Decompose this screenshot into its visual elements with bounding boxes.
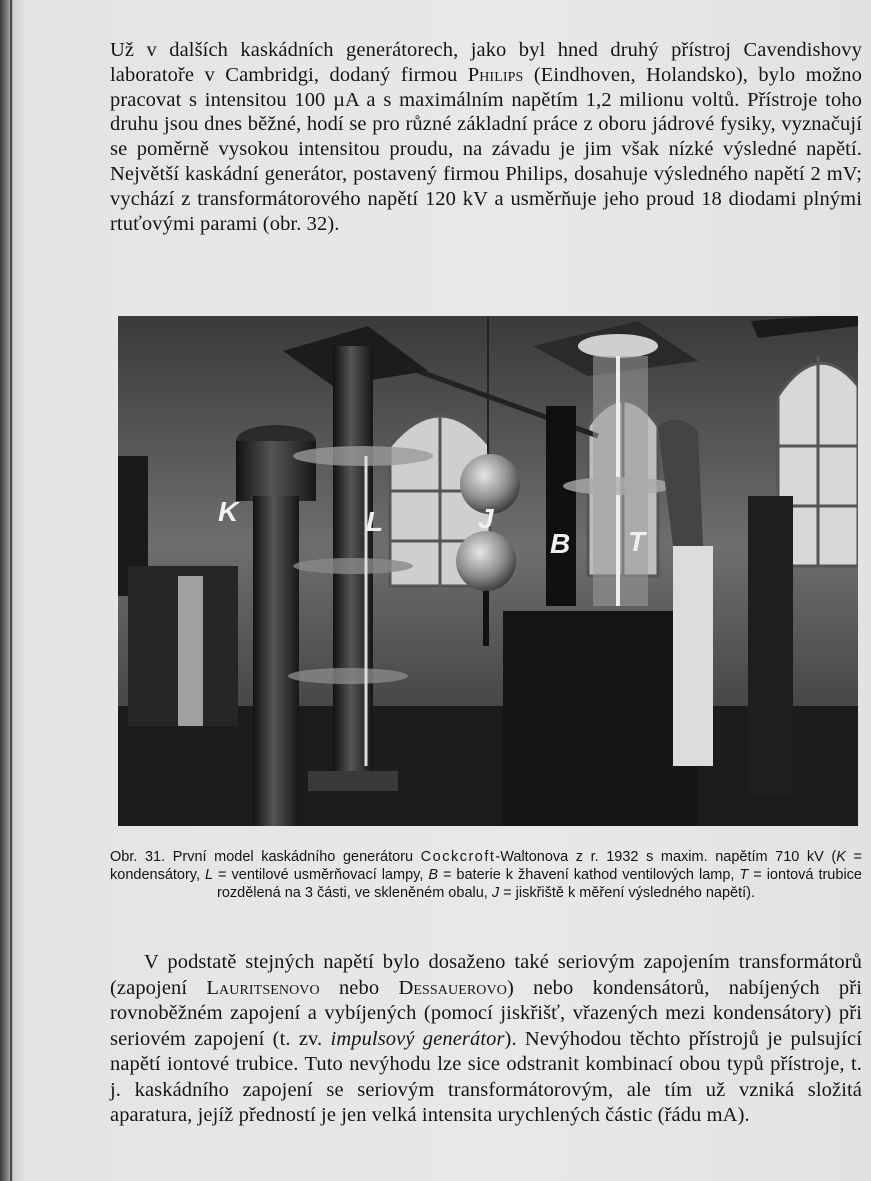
label-b: B bbox=[550, 528, 571, 559]
text-run: Už v dalších kaskádních generátorech, jako byl hned druhý přístroj Cavendishovy laboratoře v Cambridgi, dodaný firmou bbox=[110, 39, 862, 86]
text-run: ). Nevýhodou těchto přístrojů je pulsující napětí iontové trubice. Tuto nevýhodu lze sice odstranit kombinací obou typů přístroje, t. j. kaskádního zapojení se seriovým transformátorovým, ale tím už vzniká složitá aparatura, jejíž předností je jen velká intensita urychlených částic (řádu mA). bbox=[110, 1027, 862, 1126]
label-l: L bbox=[366, 506, 384, 537]
caption-symbol-k: K bbox=[836, 849, 846, 865]
caption-names: Cockcroft bbox=[420, 849, 496, 865]
name-philips: Philips bbox=[467, 63, 524, 86]
label-k: K bbox=[218, 496, 239, 527]
page-binding-edge bbox=[10, 0, 12, 1181]
label-t: T bbox=[628, 526, 646, 557]
name-dessauer: Dessauerovo bbox=[398, 976, 507, 999]
caption-symbol-l: L bbox=[205, 867, 214, 884]
label-j: J bbox=[478, 503, 494, 534]
figure-caption bbox=[110, 848, 862, 903]
name-lauritsen: Lauritsenovo bbox=[206, 976, 320, 999]
text-run: ) nebo kondensátorů, nabíjených při rovnoběžném zapojení a vybíjených (pomocí jiskřišť, vřazených mezi kondensátory) při seriovém zapojení (t. zv. bbox=[110, 976, 862, 1050]
paragraph-top bbox=[110, 38, 862, 236]
caption-text: = kondensátory, bbox=[110, 849, 862, 884]
caption-text: = ventilové usměrňovací lampy, bbox=[213, 867, 429, 884]
figure-photograph bbox=[118, 316, 858, 826]
caption-symbol-t: T bbox=[739, 867, 749, 884]
caption-symbol-b: B bbox=[428, 867, 438, 884]
paragraph-bottom bbox=[110, 950, 862, 1129]
term-impulse-generator: impulsový generátor bbox=[330, 1027, 505, 1050]
caption-text: = iontová trubice rozdělená na 3 části, ve skleněném obalu, bbox=[216, 867, 862, 902]
caption-text: Obr. 31. První model kaskádního generátoru bbox=[110, 849, 421, 865]
text-run: V podstatě stejných napětí bylo dosaženo také seriovým zapojením transformátorů (zapojení bbox=[110, 951, 862, 999]
text-run: (Eindhoven, Holandsko), bylo možno pracovat s intensitou 100 µA a s maximálním napětím 1,2 milionu voltů. Přístroje toho druhu jsou dnes běžné, hodí se pro různé základní práce z oboru jádrové fysiky, vyznačují se poměrně vysokou intensitou proudu, na závadu je jim však nízké výsledné napětí. Největší kaskádní generátor, postavený firmou Philips, dosahuje výsledného napětí 2 mV; vychází z transformátorového napětí 120 kV a usměrňuje jeho proud 18 diodami plnými rtuťovými parami (obr. 32). bbox=[110, 63, 862, 235]
caption-text: = jiskřiště k měření výsledného napětí). bbox=[499, 885, 755, 902]
caption-text: = baterie k žhavení kathod ventilových lamp, bbox=[438, 867, 740, 884]
caption-symbol-j: J bbox=[491, 885, 500, 902]
caption-text: -Waltonova z r. 1932 s maxim. napětím 710 kV ( bbox=[495, 849, 837, 865]
text-run: nebo bbox=[319, 976, 399, 999]
